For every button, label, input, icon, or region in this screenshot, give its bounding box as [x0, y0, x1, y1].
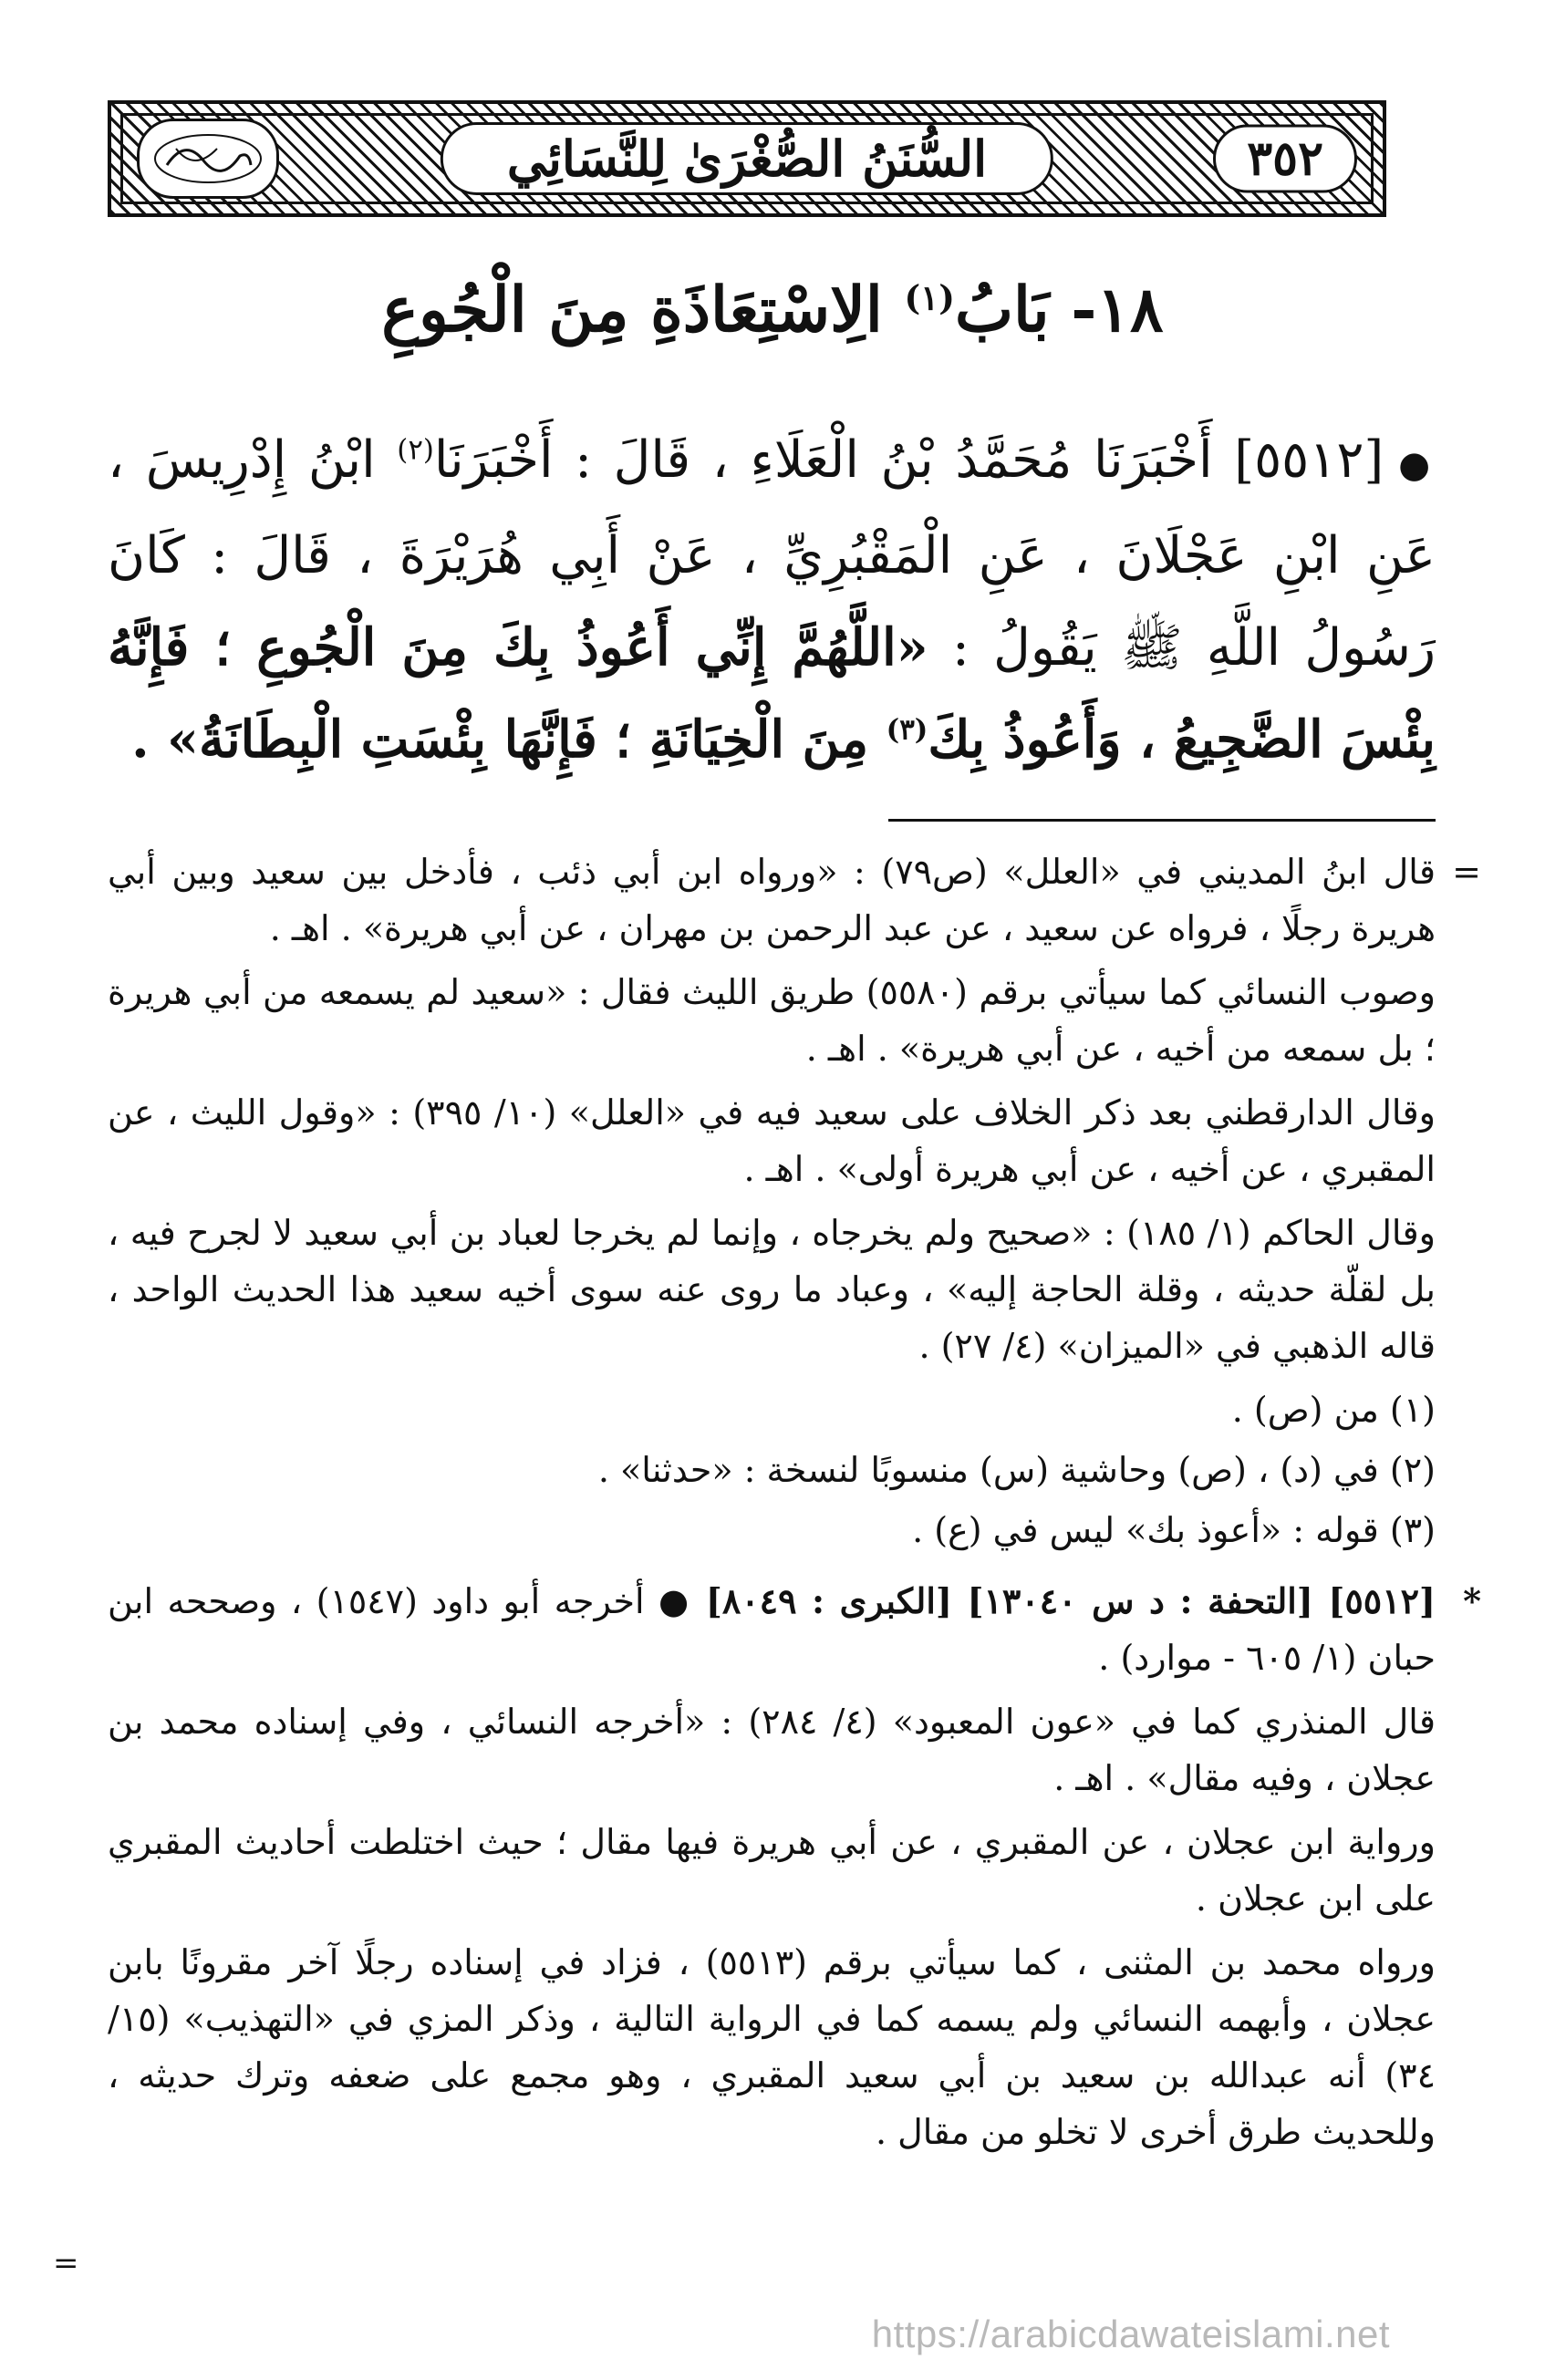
takhrij-refs: [٥٥١٢] [التحفة : د س ١٣٠٤٠] [الكبرى : ٨٠٤٩]	[705, 1580, 1436, 1621]
chapter-heading	[0, 274, 1545, 348]
note-paragraph: وقال الحاكم (١/ ١٨٥) : «صحيح ولم يخرجاه ، وإنما لم يخرجا لعباد بن أبي سعيد لا لجرح فيه ، بل لقلّة حديثه ، وقلة الحاجة إليه» ، وعباد ما روى عنه سوى أخيه سعيد هذا الحديث الواحد ، قاله الذهبي في «الميزان» (٤/ ٢٧) .	[108, 1213, 1436, 1366]
matn-part-2: مِنَ الْخِيَانَةِ ؛ فَإِنَّهَا بِئْسَتِ الْبِطَانَةُ» .	[131, 709, 887, 770]
takhrij-paragraph: قال المنذري كما في «عون المعبود» (٤/ ٢٨٤) : «أخرجه النسائي ، وفي إسناده محمد بن عجلان ، وفيه مقال» . اهـ .	[108, 1702, 1436, 1798]
footnote-ref: (٣)	[886, 713, 928, 747]
footnote-2: (٢) في (د) ، (ص) وحاشية (س) منسوبًا لنسخة : «حدثنا» .	[597, 1450, 1436, 1490]
takhrij-paragraph: ورواه محمد بن المثنى ، كما سيأتي برقم (٥٥١٣) ، فزاد في إسناده رجلًا آخر مقرونًا بابن عجلان ، وأبهمه النسائي ولم يسمه كما في الرواية التالية ، وذكر المزي في «التهذيب» (١٥/ ٣٤) أنه عبدالله بن سعيد بن أبي سعيد المقبري ، وهو مجمع على ضعفه وترك حديثه ، وللحديث طرق أخرى لا تخلو من مقال .	[108, 1942, 1436, 2152]
footnote-3: (٣) قوله : «أعوذ بك» ليس في (ع) .	[912, 1510, 1436, 1550]
hadith-text	[108, 415, 1436, 786]
footnote-ref: (١)	[904, 277, 955, 318]
chapter-number: ١٨-	[1071, 274, 1164, 347]
page-header	[108, 100, 1386, 217]
takhrij-first: أخرجه أبو داود (١٥٤٧) ، وصححه ابن حبان (١/ ٦٠٥ - موارد) .	[108, 1581, 1436, 1678]
book-title: السُّنَنُ الصُّغْرَىٰ لِلنَّسَائِي	[441, 122, 1053, 195]
footnote-ref: (٢)	[397, 433, 434, 467]
note-paragraph: وصوب النسائي كما سيأتي برقم (٥٥٨٠) طريق الليث فقال : «سعيد لم يسمعه من أبي هريرة ؛ بل سمعه من أخيه ، عن أبي هريرة» . اهـ .	[108, 972, 1436, 1069]
calligraphy-emblem-icon	[149, 129, 267, 189]
continuation-mark: =	[1452, 852, 1481, 892]
note-paragraph: قال ابنُ المديني في «العلل» (ص٧٩) : «ورواه ابن أبي ذئب ، فأدخل بين سعيد وبين أبي هريرة رجلًا ، فرواه عن سعيد ، عن عبد الرحمن بن مهران ، عن أبي هريرة» . اهـ .	[108, 852, 1436, 948]
bullet-icon: ●	[658, 1580, 692, 1621]
continuation-mark: =	[53, 2245, 79, 2282]
asterisk-icon: *	[1463, 1580, 1481, 1621]
isnad-part-2: ابْنُ إِدْرِيسَ ، عَنِ ابْنِ عَجْلَانَ ، عَنِ الْمَقْبُرِيِّ ، عَنْ أَبِي هُرَيْرَةَ ، قَالَ : كَانَ رَسُولُ اللَّهِ ﷺ يَقُولُ :	[108, 430, 1436, 678]
matn-part-1: «اللَّهُمَّ إِنِّي أَعُوذُ بِكَ مِنَ الْجُوعِ ؛ فَإِنَّهُ بِئْسَ الضَّجِيعُ ، وَأَعُوذُ بِكَ	[108, 617, 1436, 770]
hadith-number: [٥٥١٢]	[1234, 430, 1384, 490]
watermark-url: https://arabicdawateislami.net	[871, 2313, 1390, 2355]
bullet-icon: ●	[1398, 444, 1436, 486]
takhrij-paragraph: ورواية ابن عجلان ، عن المقبري ، عن أبي هريرة فيها مقال ؛ حيث اختلطت أحاديث المقبري على ابن عجلان .	[108, 1822, 1436, 1919]
footnote-separator	[888, 819, 1436, 822]
emblem-icon	[137, 119, 279, 199]
chapter-title-word: بَابُ	[954, 274, 1050, 347]
note-paragraph: وقال الدارقطني بعد ذكر الخلاف على سعيد فيه في «العلل» (١٠/ ٣٩٥) : «وقول الليث ، عن المقبري ، عن أخيه ، عن أبي هريرة أولى» . اهـ .	[108, 1092, 1436, 1189]
takhrij-paragraph	[108, 1573, 1481, 1686]
footnotes-section	[108, 843, 1481, 2168]
page-number: ٣٥٢	[1213, 125, 1357, 193]
footnote-1: (١) من (ص) .	[1231, 1390, 1436, 1430]
chapter-title-rest: الِاسْتِعَاذَةِ مِنَ الْجُوعِ	[381, 274, 905, 347]
isnad-part-1: أَخْبَرَنَا مُحَمَّدُ بْنُ الْعَلَاءِ ، قَالَ : أَخْبَرَنَا	[433, 430, 1235, 490]
